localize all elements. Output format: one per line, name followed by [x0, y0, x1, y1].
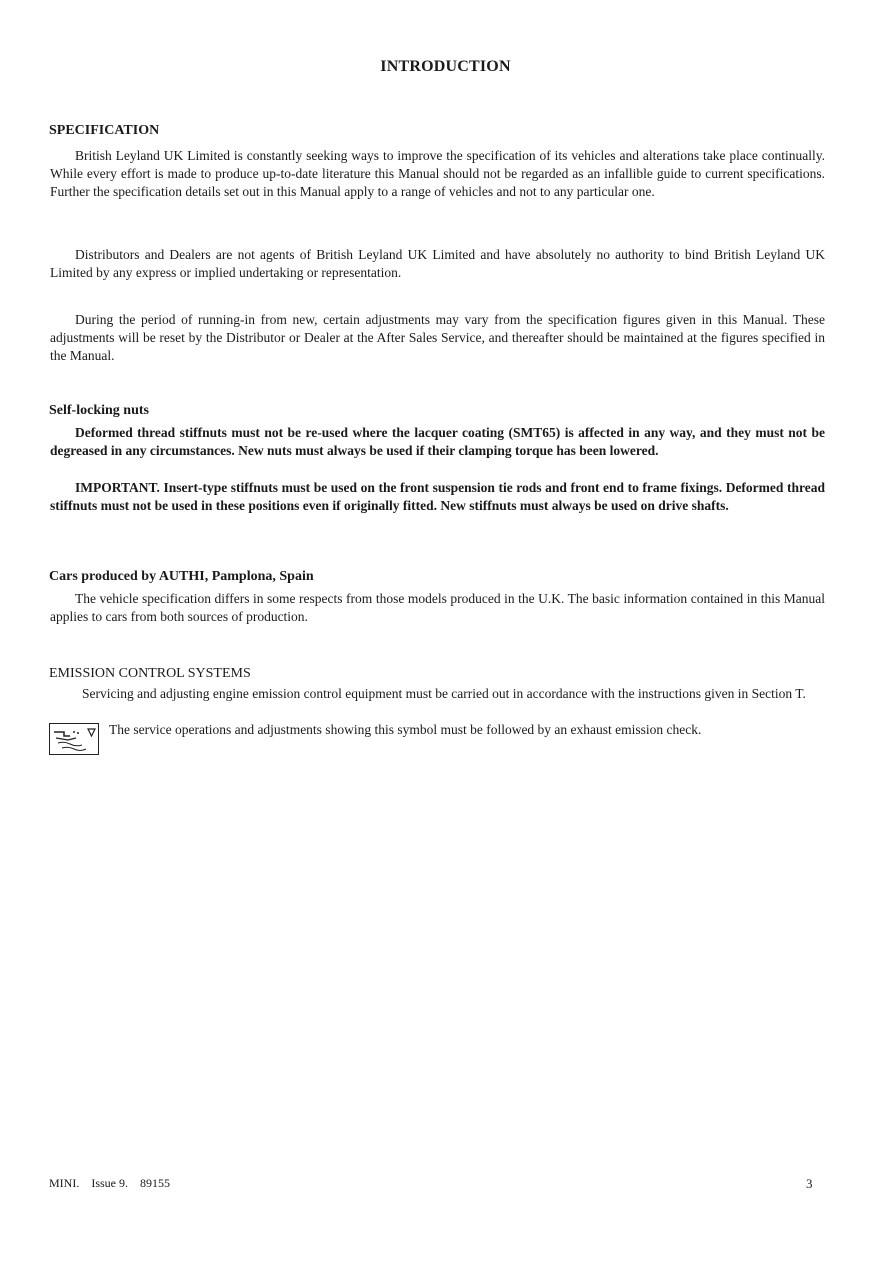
self-locking-paragraph-2: IMPORTANT. Insert-type stiffnuts must be used on the front suspension tie rods and front end to frame fixings. Deformed thread stiffnuts must not be used in these positions even if originally fitted. New stiffnuts must always be used on drive shafts.: [50, 480, 825, 513]
exhaust-emission-symbol-icon: [49, 723, 99, 755]
page-number: 3: [806, 1176, 813, 1191]
self-locking-paragraph-1: Deformed thread stiffnuts must not be re-used where the lacquer coating (SMT65) is affected in any way, and they must not be degreased in any circumstances. New nuts must always be used if their clamping torque has been lowered.: [50, 425, 825, 458]
emission-paragraph: Servicing and adjusting engine emission control equipment must be carried out in accordance with the instructions given in Section T.: [82, 686, 806, 701]
authi-heading: Cars produced by AUTHI, Pamplona, Spain: [49, 569, 314, 584]
specification-paragraph-2: Distributors and Dealers are not agents of British Leyland UK Limited and have absolutely no authority to bind British Leyland UK Limited by any express or implied undertaking or representation.: [50, 247, 825, 280]
footer-issue: Issue 9.: [91, 1176, 128, 1190]
specification-heading: SPECIFICATION: [49, 123, 160, 138]
specification-paragraph-1: British Leyland UK Limited is constantly seeking ways to improve the specification of its vehicles and alterations take place continually. While every effort is made to produce up-to-date literature this Manual should not be regarded as an infallible guide to current specifications. Further the specification details set out in this Manual apply to a range of vehicles and not to any particular one.: [50, 148, 825, 199]
footer-code: 89155: [140, 1176, 170, 1190]
emission-symbol-note: [49, 721, 839, 757]
self-locking-heading: Self-locking nuts: [49, 403, 149, 418]
footer-issue-info: [49, 1176, 182, 1191]
authi-paragraph: The vehicle specification differs in some respects from those models produced in the U.K. The basic information contained in this Manual applies to cars from both sources of production.: [50, 591, 825, 624]
footer-model: MINI.: [49, 1176, 80, 1190]
specification-paragraph-3: During the period of running-in from new, certain adjustments may vary from the specification figures given in this Manual. These adjustments will be reset by the Distributor or Dealer at the After Sales Service, and thereafter should be maintained at the figures specified in the Manual.: [50, 312, 825, 363]
page-title: INTRODUCTION: [380, 58, 511, 75]
emission-heading: EMISSION CONTROL SYSTEMS: [49, 666, 251, 681]
emission-symbol-text: The service operations and adjustments showing this symbol must be followed by an exhaust emission check.: [109, 722, 702, 737]
